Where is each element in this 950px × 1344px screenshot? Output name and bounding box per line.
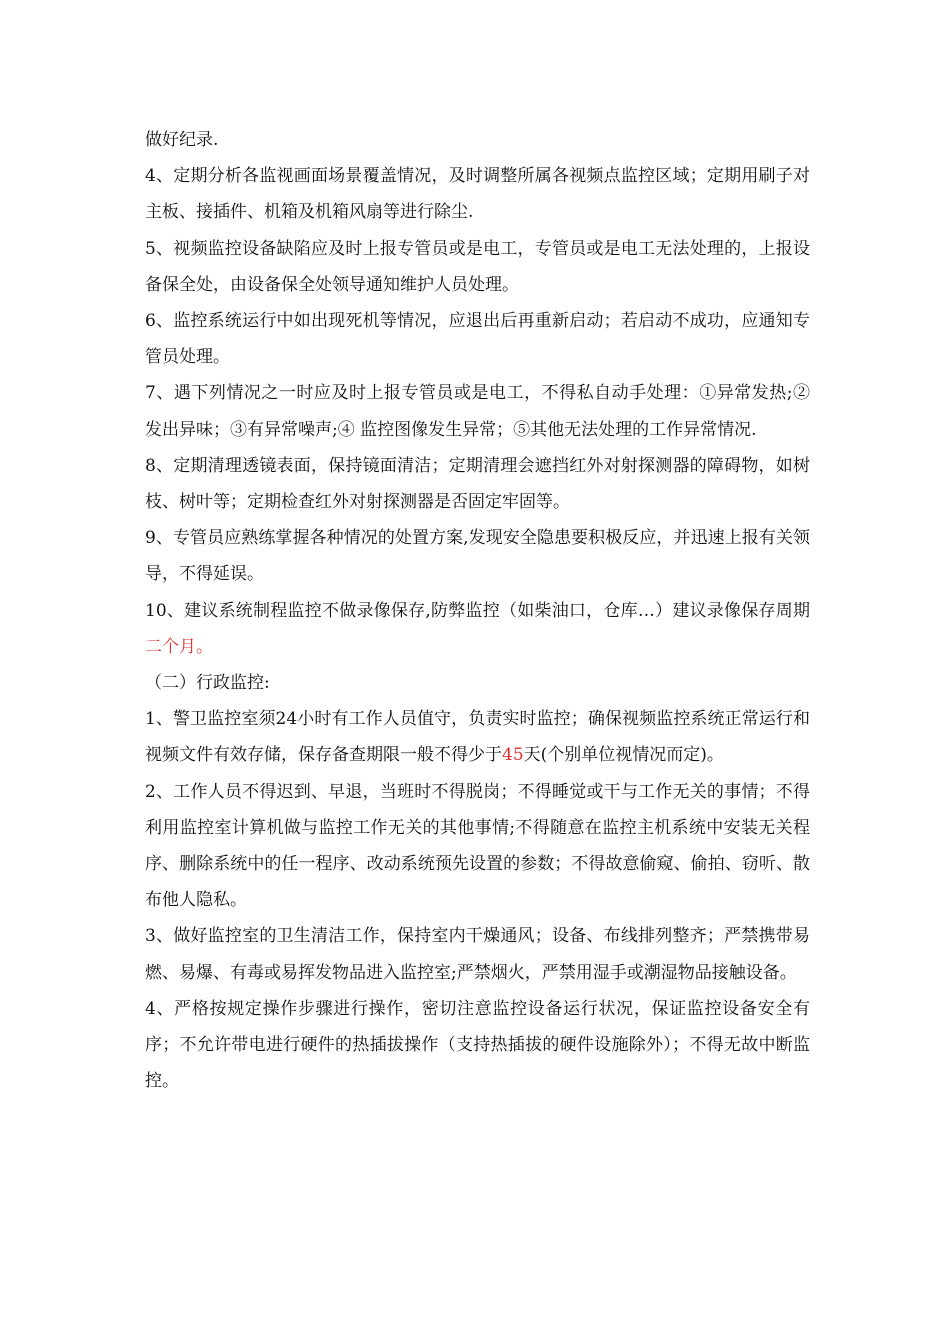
paragraph-item-7: 7、遇下列情况之一时应及时上报专管员或是电工，不得私自动手处理：①异常发热;② 发出异味；③有异常噪声;④ 监控图像发生异常；⑤其他无法处理的工作异常情况. xyxy=(145,383,810,440)
paragraph-item-6: 6、监控系统运行中如出现死机等情况，应退出后再重新启动；若启动不成功，应通知专管员处理。 xyxy=(145,311,810,368)
paragraph-item-4: 4、定期分析各监视画面场景覆盖情况，及时调整所属各视频点监控区域；定期用刷子对主板、接插件、机箱及机箱风扇等进行除尘. xyxy=(145,166,810,223)
item-10-text: 10、建议系统制程监控不做录像保存,防弊监控（如柴油口，仓库…）建议录像保存周期 xyxy=(145,600,810,621)
paragraph-admin-item-2: 2、工作人员不得迟到、早退，当班时不得脱岗；不得睡觉或干与工作无关的事情；不得利用监控室计算机做与监控工作无关的其他事情;不得随意在监控主机系统中安装无关程序、删除系统中的任一程序、改动系统预先设置的参数；不得故意偷窥、偷拍、窃听、散布他人隐私。 xyxy=(145,781,810,911)
admin-item-1-days-highlight: 45 xyxy=(502,745,524,766)
paragraph-item-8: 8、定期清理透镜表面，保持镜面清洁；定期清理会遮挡红外对射探测器的障碍物，如树枝、树叶等；定期检查红外对射探测器是否固定牢固等。 xyxy=(145,455,810,513)
paragraph-item-9: 9、专管员应熟练掌握各种情况的处置方案,发现安全隐患要积极反应，并迅速上报有关领导，不得延误。 xyxy=(145,528,810,585)
paragraph-continuation: 做好纪录. xyxy=(145,130,219,150)
admin-item-1-text: 1、警卫监控室须24小时有工作人员值守，负责实时监控；确保视频监控系统正常运行和视频文件有效存储，保存备查期限一般不得少于 xyxy=(145,709,810,766)
paragraph-item-10 xyxy=(145,593,810,665)
document-body xyxy=(145,122,810,1099)
section-heading-admin-monitoring: （二）行政监控: xyxy=(145,673,270,694)
paragraph-admin-item-4: 4、严格按规定操作步骤进行操作，密切注意监控设备运行状况，保证监控设备安全有序；不允许带电进行硬件的热插拔操作（支持热插拔的硬件设施除外）；不得无故中断监控。 xyxy=(145,998,810,1092)
paragraph-admin-item-3: 3、做好监控室的卫生清洁工作，保持室内干燥通风；设备、布线排列整齐；严禁携带易燃、易爆、有毒或易挥发物品进入监控室;严禁烟火，严禁用湿手或潮湿物品接触设备。 xyxy=(145,926,810,983)
paragraph-item-5: 5、视频监控设备缺陷应及时上报专管员或是电工，专管员或是电工无法处理的，上报设备保全处，由设备保全处领导通知维护人员处理。 xyxy=(145,238,810,295)
admin-item-1-text-end: 天(个别单位视情况而定)。 xyxy=(523,745,724,766)
paragraph-admin-item-1 xyxy=(145,701,810,773)
item-10-retention-highlight: 二个月。 xyxy=(145,636,213,657)
